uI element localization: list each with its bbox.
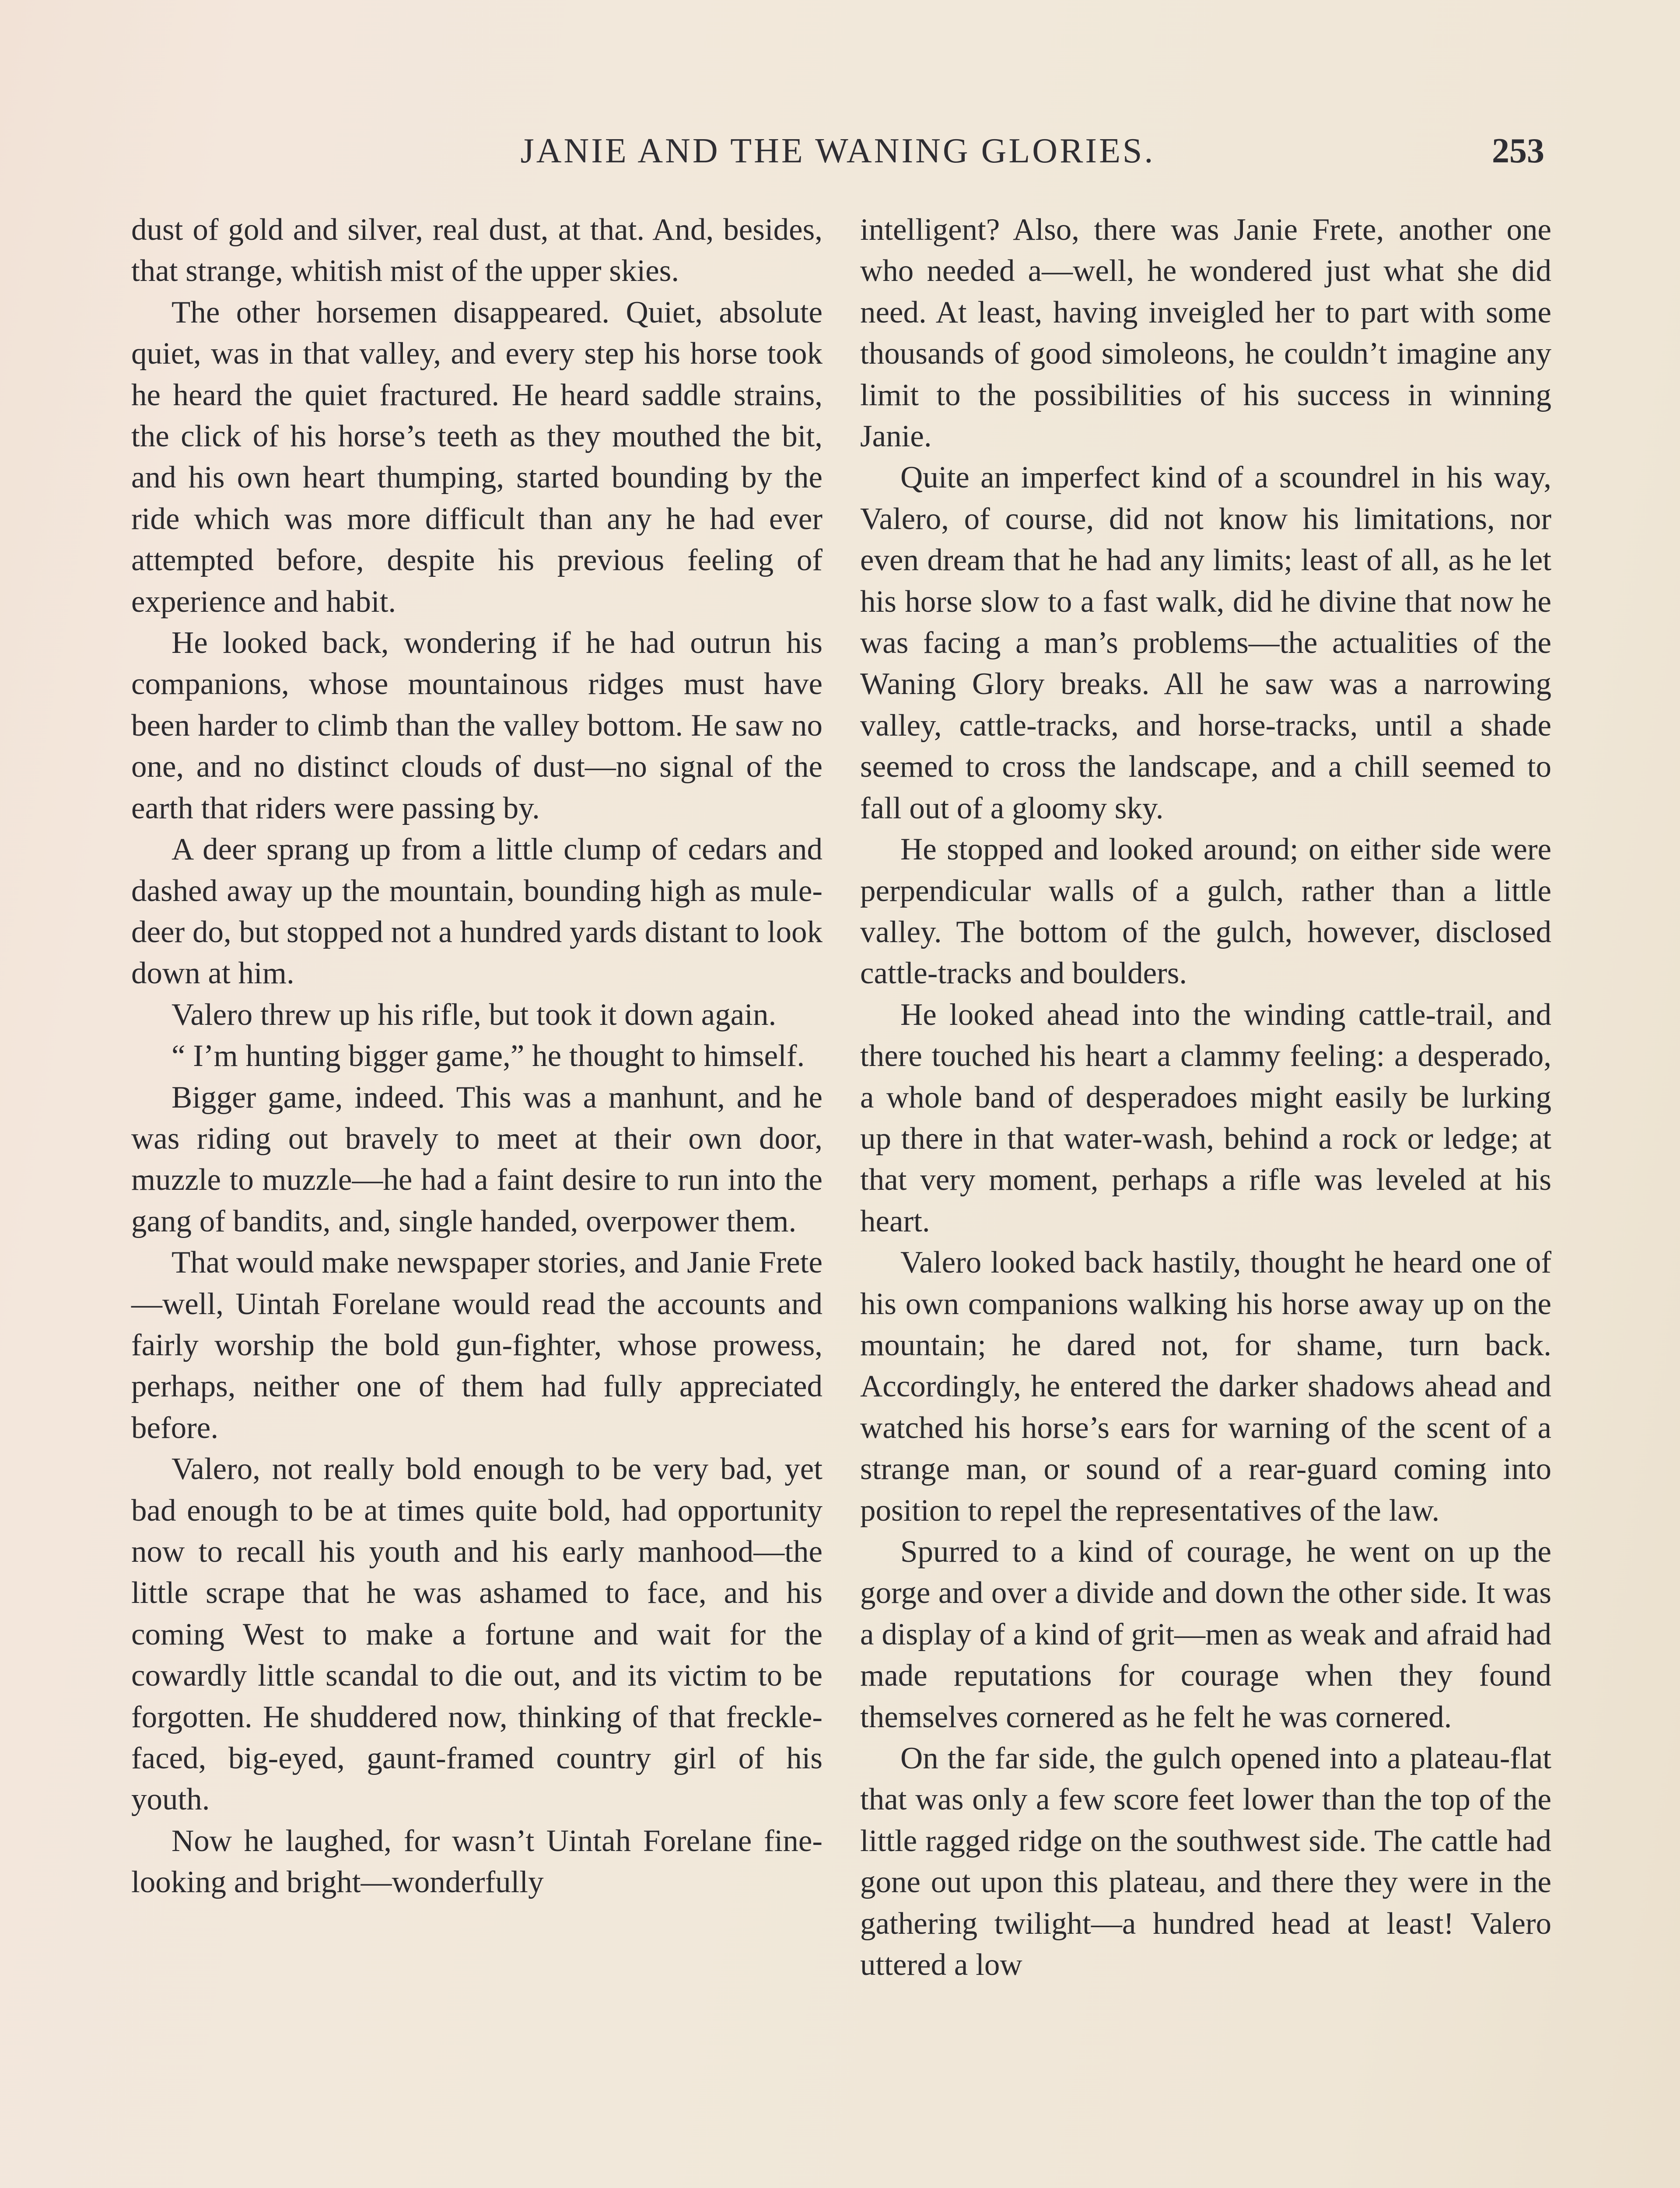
paragraph: Valero looked back hastily, thought he heard one of his own companions walking his horse away up on the mountain; he dared not, for shame, turn back. Accordingly, he entered the darker shadows ahead and watched his horse’s ears for warning of the scent of a strange man, or sound of a rear-guard coming into position to repel the representatives of the law. xyxy=(860,1245,1551,1528)
paragraph: Bigger game, indeed. This was a manhunt, and he was riding out bravely to meet at their own door, muzzle to muzzle—he had a faint desire to run into the gang of bandits, and, single handed, overpower them. xyxy=(131,1080,822,1238)
paragraph: Valero, not really bold enough to be very bad, yet bad enough to be at times quite bold, had opportunity now to recall his youth and his early manhood—the little scrape that he was ashamed to face, and his coming West to make a fortune and wait for the cowardly little scandal to die out, and its victim to be forgotten. He shuddered now, thinking of that freckle-faced, big-eyed, gaunt-framed country girl of his youth. xyxy=(131,1452,822,1817)
page-number: 253 xyxy=(1492,132,1544,170)
paragraph: dust of gold and silver, real dust, at that. And, besides, that strange, whitish mist of the upper skies. xyxy=(131,213,822,288)
paragraph: “ I’m hunting bigger game,” he thought to himself. xyxy=(172,1039,805,1073)
paragraph: He stopped and looked around; on either side were perpendicular walls of a gulch, rather than a little valley. The bottom of the gulch, however, disclosed cattle-tracks and boulders. xyxy=(860,832,1551,991)
paragraph: Valero threw up his rifle, but took it down again. xyxy=(172,997,777,1032)
left-text-column xyxy=(131,209,822,1903)
running-head xyxy=(131,127,1544,175)
paragraph: intelligent? Also, there was Janie Frete, another one who needed a—well, he wondered just what she did need. At least, having inveigled her to part with some thousands of good simoleons, he couldn’t imagine any limit to the possibilities of his success in winning Janie. xyxy=(860,213,1551,454)
paragraph: He looked ahead into the winding cattle-trail, and there touched his heart a clammy feeling: a desperado, a whole band of desperadoes might easily be lurking up there in that water-wash, behind a rock or ledge; at that very moment, perhaps a rifle was leveled at his heart. xyxy=(860,997,1551,1238)
paragraph: Spurred to a kind of courage, he went on up the gorge and over a divide and down the other side. It was a display of a kind of grit—men as weak and afraid had made reputations for courage when they found themselves cornered as he felt he was cornered. xyxy=(860,1535,1551,1734)
paragraph: On the far side, the gulch opened into a plateau-flat that was only a few score feet lower than the top of the little ragged ridge on the southwest side. The cattle had gone out upon this plateau, and there they were in the gathering twilight—a hundred head at least! Valero uttered a low xyxy=(860,1741,1551,1982)
right-text-column xyxy=(860,209,1551,1985)
paragraph: That would make newspaper stories, and Janie Frete—well, Uintah Forelane would read the accounts and fairly worship the bold gun-fighter, whose prowess, perhaps, neither one of them had fully appreciated before. xyxy=(131,1245,822,1445)
paragraph: Quite an imperfect kind of a scoundrel in his way, Valero, of course, did not know his limitations, nor even dream that he had any limits; least of all, as he let his horse slow to a fast walk, did he divine that now he was facing a man’s problems—the actualities of the Waning Glory breaks. All he saw was a narrowing valley, cattle-tracks, and horse-tracks, until a shade seemed to cross the landscape, and a chill seemed to fall out of a gloomy sky. xyxy=(860,460,1551,825)
paragraph: The other horsemen disappeared. Quiet, absolute quiet, was in that valley, and every step his horse took he heard the quiet fractured. He heard saddle strains, the click of his horse’s teeth as they mouthed the bit, and his own heart thumping, started bounding by the ride which was more difficult than any he had ever attempted before, despite his previous feeling of experience and habit. xyxy=(131,295,822,619)
paragraph: He looked back, wondering if he had outrun his companions, whose mountainous ridges must have been harder to climb than the valley bottom. He saw no one, and no distinct clouds of dust—no signal of the earth that riders were passing by. xyxy=(131,626,822,825)
running-title: JANIE AND THE WANING GLORIES. xyxy=(520,132,1155,170)
paragraph: A deer sprang up from a little clump of cedars and dashed away up the mountain, bounding high as mule-deer do, but stopped not a hundred yards distant to look down at him. xyxy=(131,832,822,991)
paragraph: Now he laughed, for wasn’t Uintah Forelane fine-looking and bright—wonderfully xyxy=(131,1823,822,1900)
